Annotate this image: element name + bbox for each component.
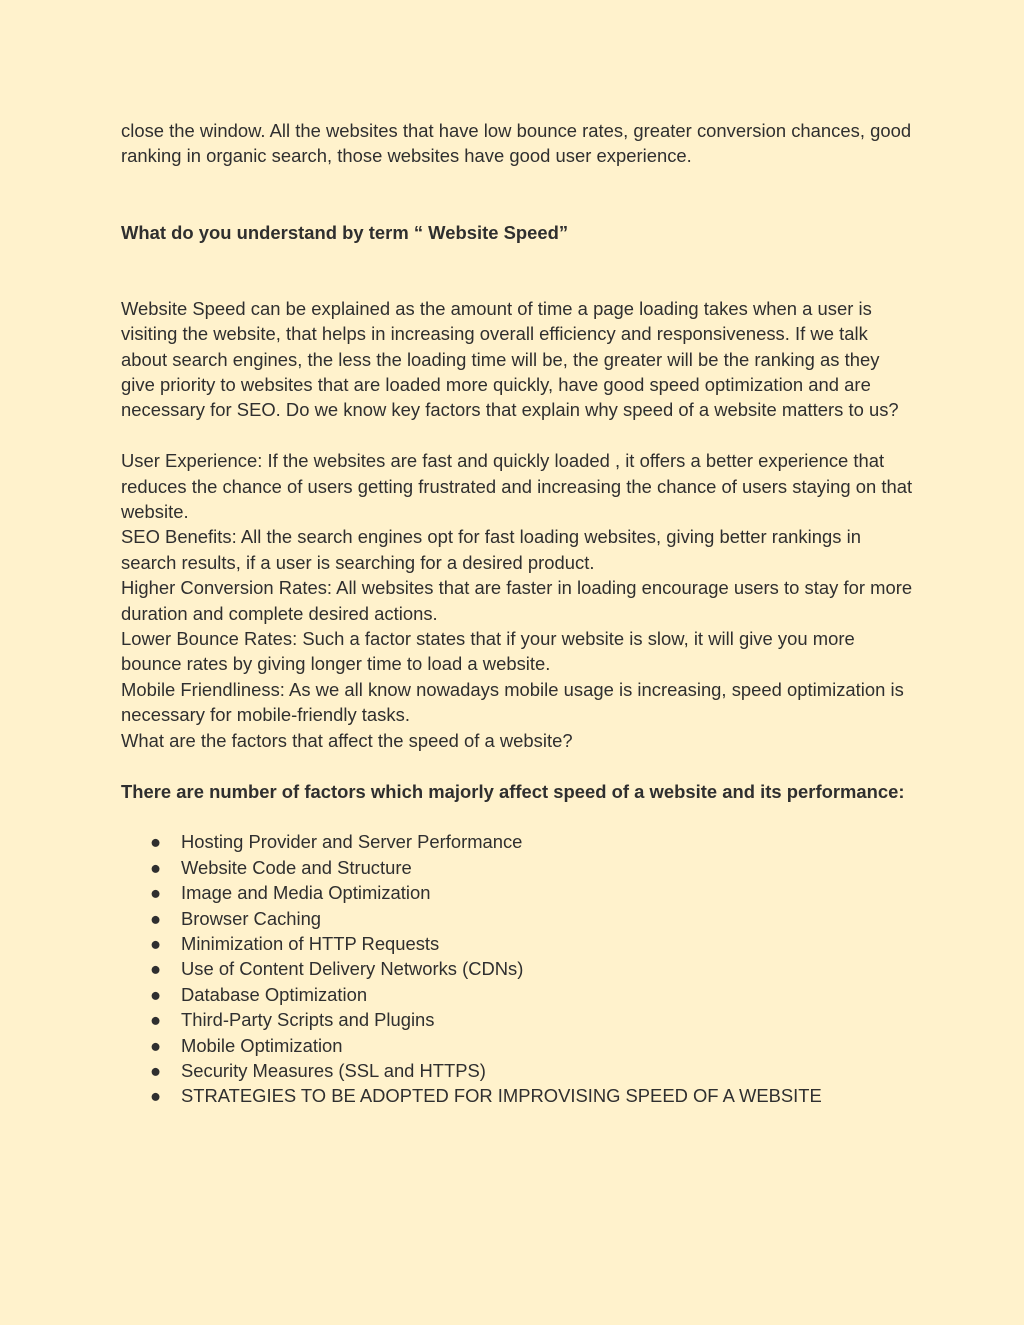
list-item	[150, 1083, 914, 1108]
intro-paragraph: close the window. All the websites that have low bounce rates, greater conversion chances, good ranking in organic search, those websites have good user experience.	[121, 120, 912, 167]
list-item	[150, 956, 914, 981]
list-item	[150, 855, 914, 880]
list-item	[150, 880, 914, 905]
bullet-icon: ●	[150, 932, 162, 954]
list-item-label: Minimization of HTTP Requests	[181, 932, 440, 954]
list-item-label: Use of Content Delivery Networks (CDNs)	[181, 958, 524, 980]
list-item	[150, 931, 914, 956]
list-item-label: Third-Party Scripts and Plugins	[181, 1009, 435, 1031]
bullet-icon: ●	[150, 831, 162, 853]
heading-factors: There are number of factors which majorly affect speed of a website and its performance:	[121, 780, 905, 802]
list-item-label: Mobile Optimization	[181, 1034, 343, 1056]
bullet-icon: ●	[150, 983, 162, 1005]
list-item	[150, 1007, 914, 1032]
list-item-label: Hosting Provider and Server Performance	[181, 831, 523, 853]
list-item-label: STRATEGIES TO BE ADOPTED FOR IMPROVISING SPEED OF A WEBSITE	[181, 1085, 822, 1107]
list-item	[150, 829, 914, 854]
bullet-icon: ●	[150, 907, 162, 929]
website-speed-paragraph: Website Speed can be explained as the amount of time a page loading takes when a user is visiting the website, that helps in increasing overall efficiency and responsiveness. If we talk about search engines, the less the loading time will be, the greater will be the ranking as they give priority to websites that are loaded more quickly, have good speed optimization and are necessary for SEO. Do we know key factors that explain why speed of a website matters to us?	[121, 297, 899, 421]
factor-mobile-friendliness: Mobile Friendliness: As we all know nowadays mobile usage is increasing, speed optimization is necessary for mobile-friendly tasks.	[121, 678, 904, 726]
factor-lower-bounce: Lower Bounce Rates: Such a factor states that if your website is slow, it will give you more bounce rates by giving longer time to load a website.	[121, 628, 855, 675]
factors-question: What are the factors that affect the speed of a website?	[121, 729, 573, 751]
spacer	[121, 753, 914, 778]
bullet-icon: ●	[150, 1034, 162, 1056]
factor-user-experience: User Experience: If the websites are fast and quickly loaded , it offers a better experience that reduces the chance of users getting frustrated and increasing the chance of users staying on that website.	[121, 450, 913, 523]
bullet-icon: ●	[150, 1009, 162, 1031]
bullet-icon: ●	[150, 1059, 162, 1081]
list-item	[150, 982, 914, 1007]
spacer	[121, 804, 914, 829]
bullet-icon: ●	[150, 882, 162, 904]
list-item-label: Security Measures (SSL and HTTPS)	[181, 1059, 486, 1081]
list-item	[150, 1033, 914, 1058]
factors-bullet-list	[121, 829, 914, 1108]
bullet-icon: ●	[150, 1085, 162, 1107]
bullet-icon: ●	[150, 958, 162, 980]
list-item	[150, 906, 914, 931]
list-item-label: Database Optimization	[181, 983, 368, 1005]
factor-seo-benefits: SEO Benefits: All the search engines opt for fast loading websites, giving better rankings in search results, if a user is searching for a desired product.	[121, 526, 861, 573]
spacer	[121, 245, 914, 296]
list-item-label: Browser Caching	[181, 907, 322, 929]
list-item-label: Image and Media Optimization	[181, 882, 431, 904]
list-item-label: Website Code and Structure	[181, 856, 412, 878]
heading-website-speed: What do you understand by term “ Website Speed”	[121, 221, 569, 243]
list-item	[150, 1058, 914, 1083]
spacer	[121, 423, 914, 448]
bullet-icon: ●	[150, 856, 162, 878]
factor-higher-conversion: Higher Conversion Rates: All websites that are faster in loading encourage users to stay for more duration and complete desired actions.	[121, 577, 913, 624]
spacer	[121, 169, 914, 220]
